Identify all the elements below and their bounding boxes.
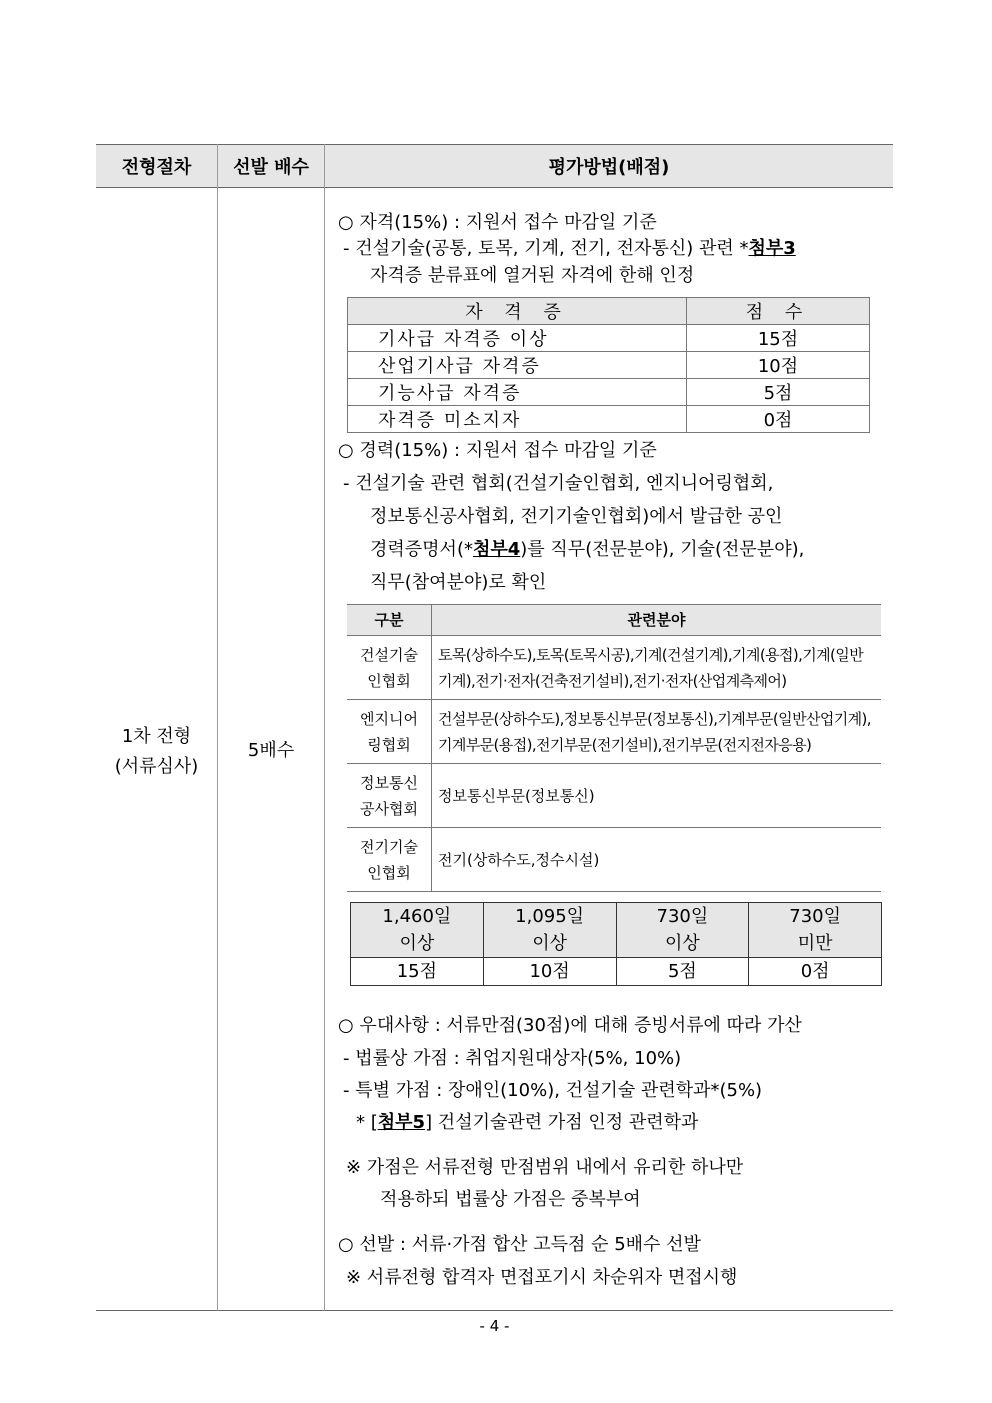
bonus-line-2: - 특별 가점 : 장애인(10%), 건설기술 관련학과*(5%) <box>343 1080 763 1101</box>
qual-score: 5점 <box>687 379 870 406</box>
stage-line1: 1차 전형 <box>121 726 192 747</box>
table-row <box>347 700 881 764</box>
table-row <box>347 764 881 828</box>
header-method: 평가방법(배점) <box>325 145 893 187</box>
table-row <box>348 325 870 352</box>
qual-title: ○ 자격(15%) : 지원서 접수 마감일 기준 <box>338 212 657 233</box>
qual-cert: 자격증 미소지자 <box>348 406 687 433</box>
qual-table <box>347 297 870 433</box>
days-head-text: 730일 미만 <box>789 906 841 954</box>
org-cell <box>347 636 432 700</box>
qual-desc-1-text: - 건설기술(공통, 토목, 기계, 전기, 전자통신) 관련 * <box>343 238 749 259</box>
days-head <box>749 903 882 958</box>
bonus-note-2: 적용하되 법률상 가점은 중복부여 <box>380 1189 641 1210</box>
field-cell: 토목(상하수도),토목(토목시공),기계(건설기계),기계(용접),기계(일반기계),전기·전자(건축전기설비),전기·전자(산업계측제어) <box>432 636 882 700</box>
days-head <box>351 903 484 958</box>
qual-desc-2: 자격증 분류표에 열거된 자격에 한해 인정 <box>370 265 695 286</box>
qual-cert: 산업기사급 자격증 <box>348 352 687 379</box>
days-head <box>616 903 749 958</box>
attachment5-ref: 첨부5 <box>377 1112 426 1133</box>
header-stage: 전형절차 <box>96 145 217 187</box>
org-cell <box>347 764 432 828</box>
table-row <box>348 352 870 379</box>
qual-score: 15점 <box>687 325 870 352</box>
career-line-3-pre: 경력증명서(* <box>370 539 473 560</box>
career-line-2: 정보통신공사협회, 전기기술인협회)에서 발급한 공인 <box>370 506 783 527</box>
select-note: ※ 서류전형 합격자 면접포기시 차순위자 면접시행 <box>346 1267 738 1288</box>
select-title: ○ 선발 : 서류·가점 합산 고득점 순 5배수 선발 <box>338 1234 701 1255</box>
bonus-title: ○ 우대사항 : 서류만점(30점)에 대해 증빙서류에 따라 가산 <box>338 1015 802 1036</box>
bonus-line-1: - 법률상 가점 : 취업지원대상자(5%, 10%) <box>343 1048 682 1069</box>
table-bottom-border <box>96 1310 893 1311</box>
header-bottom-border <box>96 187 893 188</box>
bonus-line-3 <box>356 1110 698 1136</box>
col-divider-1 <box>217 144 218 1311</box>
career-line-4: 직무(참여분야)로 확인 <box>370 572 547 593</box>
page-number: - 4 - <box>479 1317 510 1335</box>
org-name: 전기기술 인협회 <box>360 837 418 882</box>
table-row <box>347 636 881 700</box>
org-cell <box>347 828 432 892</box>
qual-col-cert: 자 격 증 <box>348 298 687 325</box>
qual-col-score: 점 수 <box>687 298 870 325</box>
field-cell: 전기(상하수도,정수시설) <box>432 828 882 892</box>
career-line-3 <box>370 537 804 563</box>
days-score: 15점 <box>351 958 484 986</box>
days-score: 10점 <box>483 958 616 986</box>
career-line-3-post: )를 직무(전문분야), 기술(전문분야), <box>520 539 805 560</box>
table-row <box>348 406 870 433</box>
attachment4-ref: 첨부4 <box>472 539 521 560</box>
career-title: ○ 경력(15%) : 지원서 접수 마감일 기준 <box>338 440 657 461</box>
career-col-org: 구분 <box>347 605 432 636</box>
days-score: 5점 <box>616 958 749 986</box>
org-cell <box>347 700 432 764</box>
qual-desc-1 <box>343 236 796 262</box>
selection-ratio: 5배수 <box>247 740 295 761</box>
bonus-note-1: ※ 가점은 서류전형 만점범위 내에서 유리한 하나만 <box>346 1157 744 1178</box>
col-divider-2 <box>324 144 325 1311</box>
stage-line2: (서류심사) <box>114 756 199 777</box>
career-col-field: 관련분야 <box>432 605 882 636</box>
org-name: 건설기술 인협회 <box>360 645 418 690</box>
stage-name <box>96 722 217 782</box>
career-line-1: - 건설기술 관련 협회(건설기술인협회, 엔지니어링협회, <box>343 473 774 494</box>
org-name: 엔지니어 링협회 <box>360 709 418 754</box>
days-score: 0점 <box>749 958 882 986</box>
bonus-line-3-post: ] 건설기술관련 가점 인정 관련학과 <box>425 1112 699 1133</box>
org-name: 정보통신 공사협회 <box>360 773 418 818</box>
bonus-line-3-pre: * [ <box>356 1112 378 1133</box>
qual-score: 10점 <box>687 352 870 379</box>
career-days-table <box>350 902 882 986</box>
table-row <box>347 828 881 892</box>
field-cell: 정보통신부문(정보통신) <box>432 764 882 828</box>
attachment3-ref: 첨부3 <box>748 238 796 259</box>
days-head-text: 1,460일 이상 <box>382 906 452 954</box>
days-head-text: 730일 이상 <box>656 906 709 954</box>
days-head-text: 1,095일 이상 <box>515 906 585 954</box>
qual-score: 0점 <box>687 406 870 433</box>
table-row <box>348 379 870 406</box>
header-ratio: 선발 배수 <box>218 145 324 187</box>
qual-cert: 기사급 자격증 이상 <box>348 325 687 352</box>
field-cell: 건설부문(상하수도),정보통신부문(정보통신),기계부문(일반산업기계),기계부문(용접),전기부문(전기설비),전기부문(전지전자응용) <box>432 700 882 764</box>
career-field-table <box>347 604 881 892</box>
days-head <box>483 903 616 958</box>
qual-cert: 기능사급 자격증 <box>348 379 687 406</box>
